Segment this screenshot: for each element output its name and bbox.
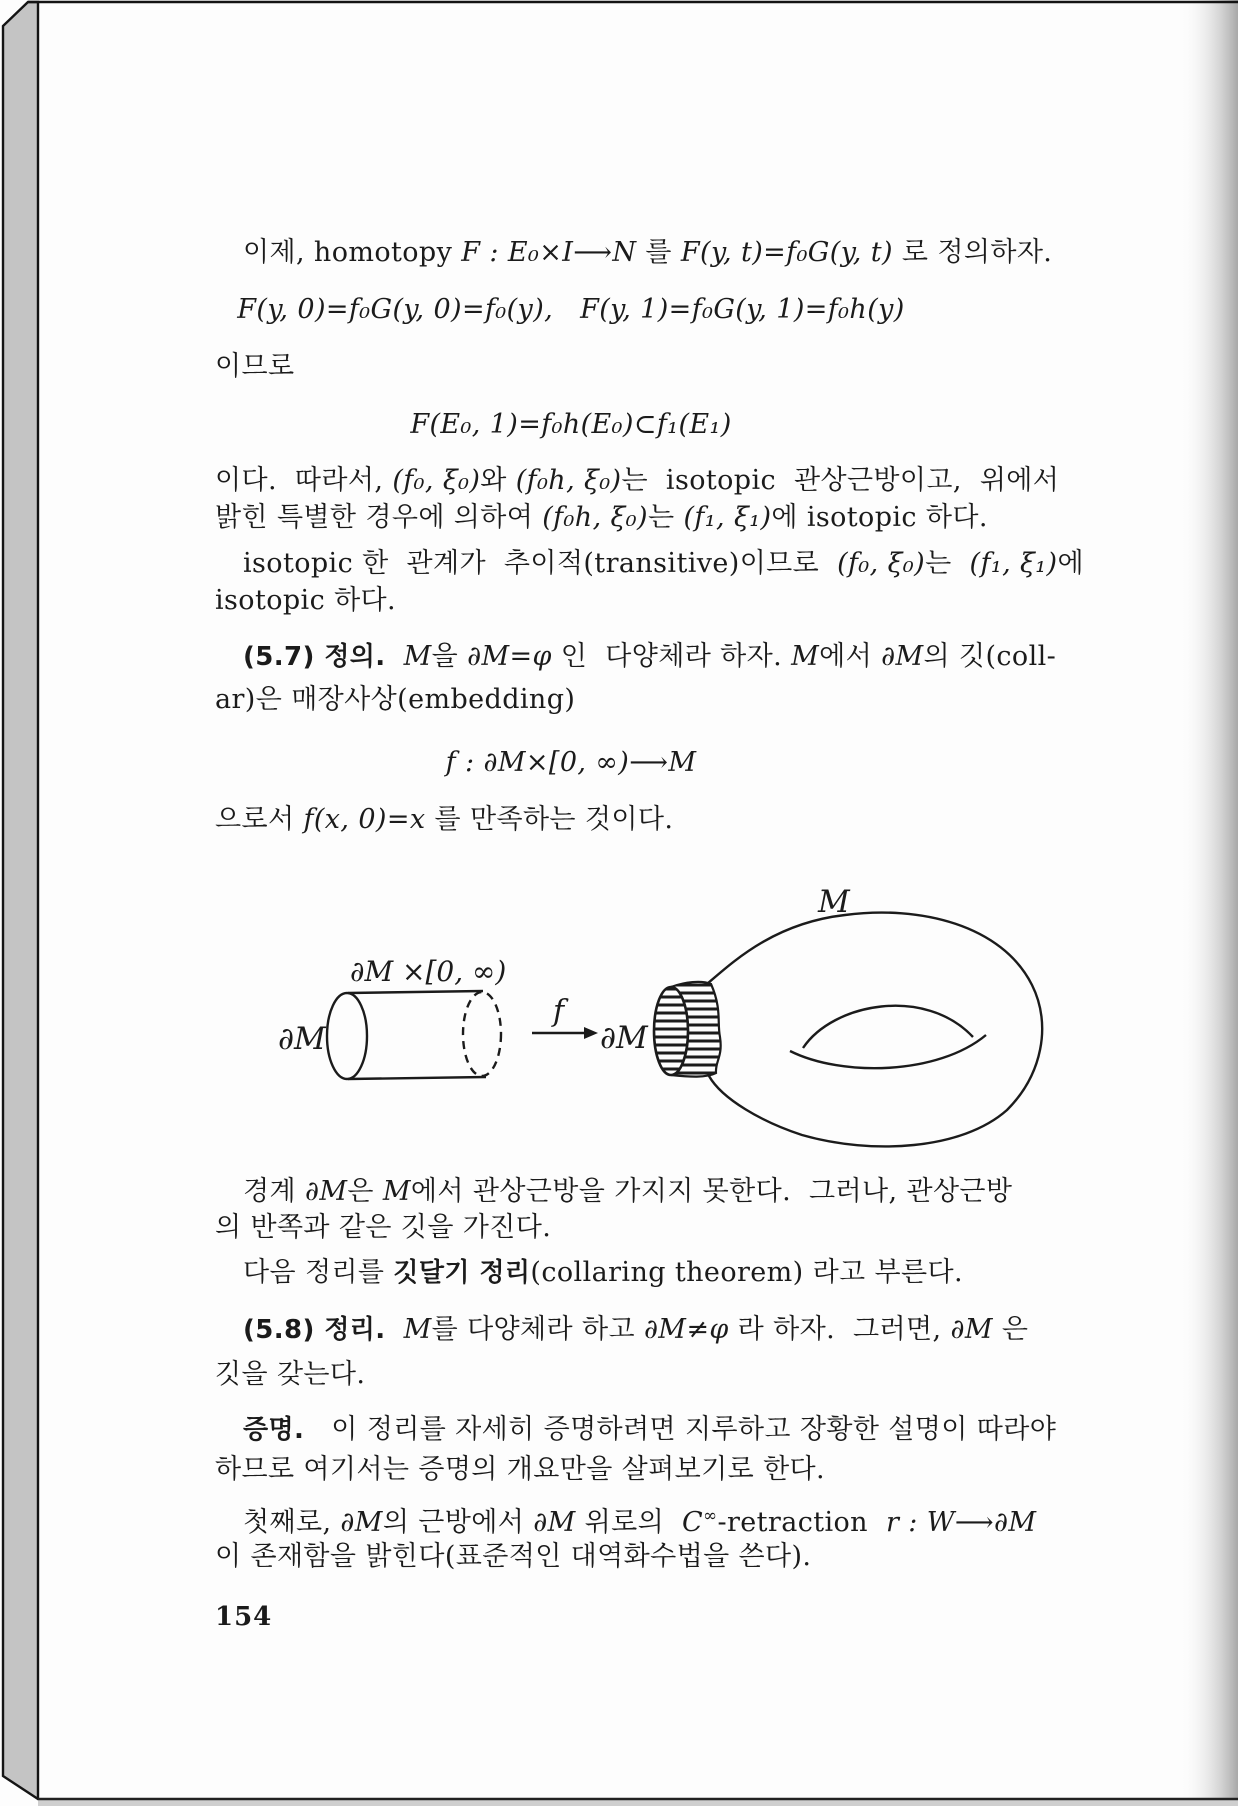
product-cylinder <box>327 991 501 1079</box>
text-line: 하므로 여기서는 증명의 개요만을 살펴보기로 한다. <box>215 1454 826 1485</box>
map-label: f <box>553 994 565 1029</box>
definition-5-7-line: (5.7) 정의. M을 ∂M=φ 인 다양체라 하자. M에서 ∂M의 깃(coll- <box>243 641 1057 672</box>
text-line: 의 반쪽과 같은 깃을 가진다. <box>215 1212 552 1243</box>
cylinder-open-end-dashed-ellipse <box>463 992 501 1076</box>
text-line: 깃을 갖는다. <box>215 1359 366 1390</box>
cylinder-front-ellipse <box>327 993 367 1079</box>
text-line: 이제, homotopy F : E₀×I⟶N 를 F(y, t)=f₀G(y, t) 로 정의하자. <box>243 237 1053 268</box>
manifold-label: M <box>818 884 850 920</box>
boundary-label-right: ∂M <box>600 1020 648 1056</box>
torus-hole-lower-arc <box>790 1035 986 1068</box>
collar-region <box>654 982 721 1077</box>
book-spine <box>3 2 38 1799</box>
formula-homotopy-endpoints: F(y, 0)=f₀G(y, 0)=f₀(y), F(y, 1)=f₀G(y, 1)=f₀h(y) <box>237 294 905 325</box>
text-line: 이므로 <box>215 351 295 382</box>
text-line: isotopic 하다. <box>215 585 397 616</box>
collar-figure <box>270 865 1060 1195</box>
manifold-body <box>707 913 1042 1147</box>
text-line: 밝힌 특별한 경우에 의하여 (f₀h, ξ₀)는 (f₁, ξ₁)에 isotopic 하다. <box>215 502 988 533</box>
text-line: 첫째로, ∂M의 근방에서 ∂M 위로의 C∞-retraction r : W⟶∂M <box>243 1505 1037 1538</box>
text-line: 으로서 f(x, 0)=x 를 만족하는 것이다. <box>215 804 674 835</box>
page-number: 154 <box>215 1602 273 1632</box>
page-bottom-strip <box>38 1800 1238 1806</box>
cylinder-label: ∂M ×[0, ∞) <box>350 955 507 988</box>
text-line: isotopic 한 관계가 추이적(transitive)이므로 (f₀, ξ₀)는 (f₁, ξ₁)에 <box>243 548 1084 579</box>
text-line: 이 존재함을 밝힌다(표준적인 대역화수법을 쓴다). <box>215 1541 812 1572</box>
proof-line: 증명. 이 정리를 자세히 증명하려면 지루하고 장황한 설명이 따라야 <box>243 1414 1057 1445</box>
page-right-shadow <box>1180 0 1238 1806</box>
text-line: 이다. 따라서, (f₀, ξ₀)와 (f₀h, ξ₀)는 isotopic 관상근방이고, 위에서 <box>215 465 1060 496</box>
torus-outline <box>707 913 1042 1147</box>
torus-hole-upper-arc <box>803 1006 973 1048</box>
collar-front-ellipse-hatched <box>654 987 688 1075</box>
formula-image-inclusion: F(E₀, 1)=f₀h(E₀)⊂f₁(E₁) <box>410 409 732 440</box>
theorem-5-8-line: (5.8) 정리. M를 다양체라 하고 ∂M≠φ 라 하자. 그러면, ∂M 은 <box>243 1314 1029 1345</box>
formula-collar-map: f : ∂M×[0, ∞)⟶M <box>445 747 697 778</box>
text-line: 경계 ∂M은 M에서 관상근방을 가지지 못한다. 그러나, 관상근방 <box>243 1176 1013 1207</box>
map-arrow <box>532 1027 598 1039</box>
boundary-label-left: ∂M <box>278 1021 326 1057</box>
text-line: 다음 정리를 깃달기 정리(collaring theorem) 라고 부른다. <box>243 1257 963 1288</box>
text-line: ar)은 매장사상(embedding) <box>215 684 576 715</box>
arrowhead-icon <box>584 1027 598 1039</box>
